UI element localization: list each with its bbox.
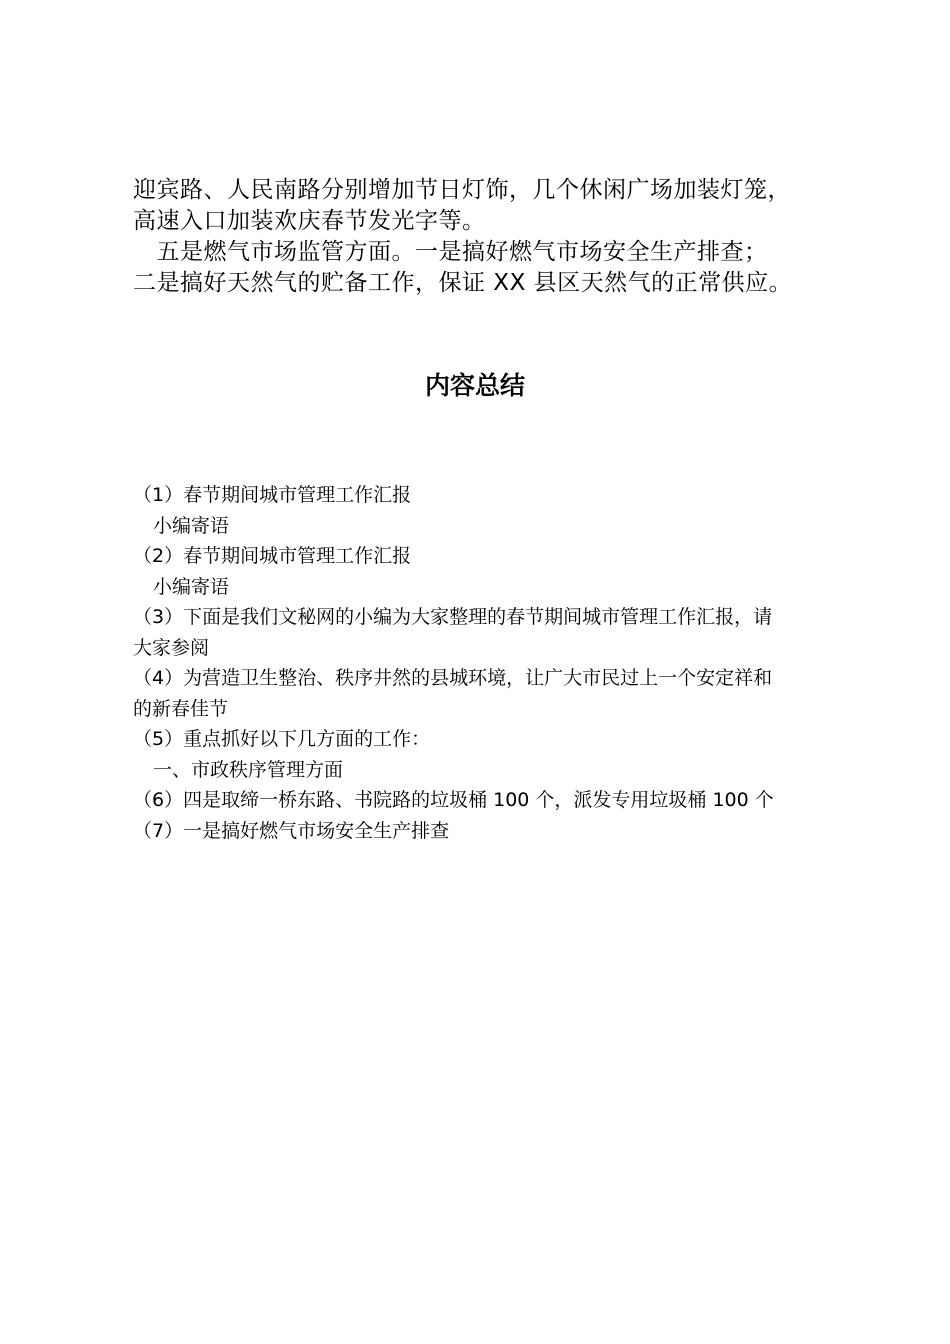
body-line-4: 二是搞好天然气的贮备工作，保证 XX 县区天然气的正常供应。	[133, 270, 793, 296]
summary-item: 小编寄语	[153, 575, 230, 598]
summary-item: （5）重点抓好以下几方面的工作：	[133, 728, 431, 750]
summary-list	[133, 480, 853, 846]
summary-item: 大家参阅	[133, 636, 210, 659]
summary-item: （3）下面是我们文秘网的小编为大家整理的春节期间城市管理工作汇报，请	[133, 606, 773, 628]
summary-item: （6）四是取缔一桥东路、书院路的垃圾桶 100 个，派发专用垃圾桶 100 个	[133, 789, 774, 811]
summary-item: （7）一是搞好燃气市场安全生产排查	[133, 819, 450, 842]
body-line-2: 高速入口加装欢庆春节发光字等。	[133, 208, 486, 234]
summary-item: （1）春节期间城市管理工作汇报	[133, 484, 412, 506]
summary-item: 小编寄语	[153, 514, 230, 537]
summary-item: （4）为营造卫生整治、秩序井然的县城环境，让广大市民过上一个安定祥和	[133, 667, 773, 689]
summary-item: 的新春佳节	[133, 697, 229, 720]
summary-item: （2）春节期间城市管理工作汇报	[133, 545, 412, 567]
body-line-3: 五是燃气市场监管方面。一是搞好燃气市场安全生产排查；	[133, 239, 768, 265]
summary-item: 一、市政秩序管理方面	[153, 758, 344, 781]
body-line-1: 迎宾路、人民南路分别增加节日灯饰，几个休闲广场加装灯笼，	[133, 177, 791, 203]
summary-title: 内容总结	[424, 371, 525, 400]
